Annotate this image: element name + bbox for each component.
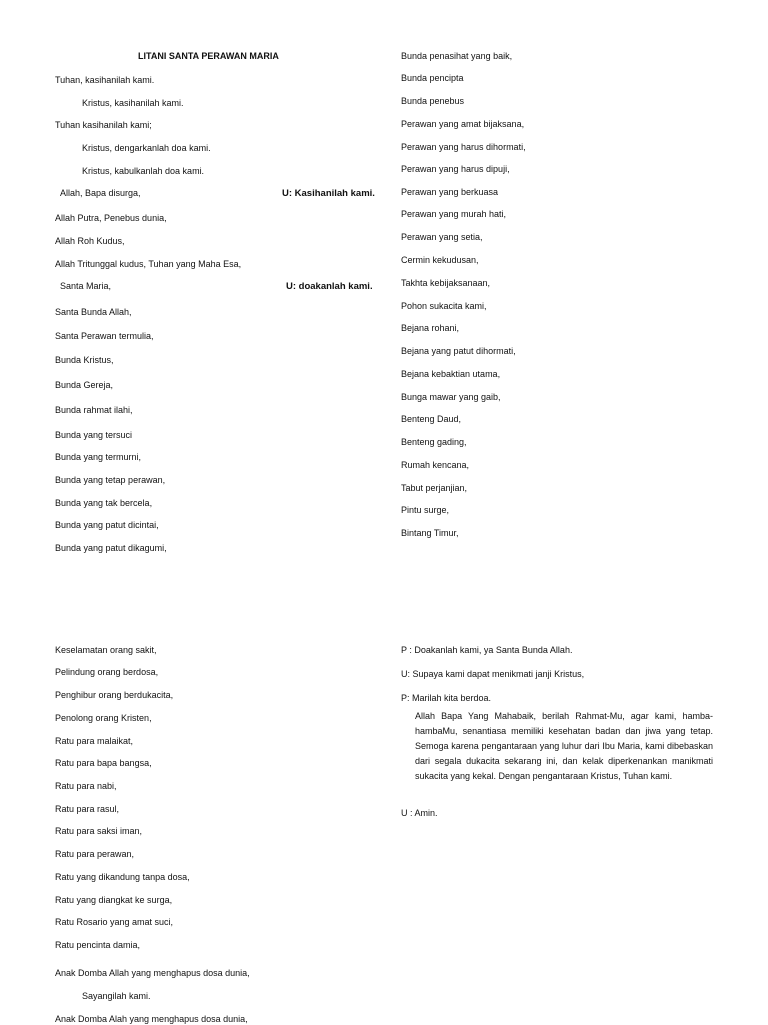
litany-line: Bejana kebaktian utama, (401, 369, 501, 379)
litany-line: Santa Bunda Allah, (55, 307, 132, 317)
litany-line: Allah Tritunggal kudus, Tuhan yang Maha Esa, (55, 259, 242, 269)
litany-line: Bunga mawar yang gaib, (401, 392, 501, 402)
litany-line: Ratu para perawan, (55, 849, 135, 859)
litany-line: Keselamatan orang sakit, (55, 645, 157, 655)
litany-line: Ratu yang diangkat ke surga, (55, 895, 173, 905)
litany-line: Bunda pencipta (401, 73, 464, 83)
litany-line: Penolong orang Kristen, (55, 713, 152, 723)
litany-line: Ratu Rosario yang amat suci, (55, 917, 174, 927)
litany-line: Pelindung orang berdosa, (55, 667, 159, 677)
litany-line: Bunda penasihat yang baik, (401, 51, 513, 61)
litany-line: Perawan yang murah hati, (401, 209, 507, 219)
litany-line: Ratu para bapa bangsa, (55, 758, 152, 768)
litany-line: Kristus, kasihanilah kami. (82, 98, 184, 108)
litany-line: Benteng gading, (401, 437, 467, 447)
response-kasihanilah: U: Kasihanilah kami. (282, 188, 375, 199)
litany-line: Perawan yang amat bijaksana, (401, 119, 525, 129)
litany-line: Allah, Bapa disurga, (60, 188, 141, 198)
litany-line: Pohon sukacita kami, (401, 301, 487, 311)
litany-line: Allah Roh Kudus, (55, 236, 125, 246)
litany-line: Bunda yang patut dikagumi, (55, 543, 167, 553)
litany-line: Bunda yang tersuci (55, 430, 133, 440)
litany-line: Bintang Timur, (401, 528, 459, 538)
litany-line: Cermin kekudusan, (401, 255, 479, 265)
priest-line: P : Doakanlah kami, ya Santa Bunda Allah. (401, 645, 573, 655)
litany-line: Tuhan, kasihanilah kami. (55, 75, 155, 85)
response-line: U: Supaya kami dapat menikmati janji Kristus, (401, 669, 585, 679)
litany-line: Takhta kebijaksanaan, (401, 278, 491, 288)
litany-line: Bunda Gereja, (55, 380, 114, 390)
priest-line: P: Marilah kita berdoa. (401, 693, 492, 703)
response-doakanlah: U: doakanlah kami. (286, 281, 373, 292)
litany-line: Santa Maria, (60, 281, 112, 291)
litany-line: Santa Perawan termulia, (55, 331, 154, 341)
litany-line: Penghibur orang berdukacita, (55, 690, 174, 700)
litany-line: Ratu para nabi, (55, 781, 117, 791)
litany-line: Rumah kencana, (401, 460, 470, 470)
litany-line: Perawan yang setia, (401, 232, 483, 242)
litany-line: Kristus, kabulkanlah doa kami. (82, 166, 205, 176)
closing-prayer: Allah Bapa Yang Mahabaik, berilah Rahmat-Mu, agar kami, hamba-hambaMu, senantiasa memiliki kesehatan badan dan jiwa yang tetap. Semoga karena pengantaraan yang luhur dari Ibu Maria, kami dibebaskan dari segala dukacita sekarang ini, dan kelak diperkenankan manikmati sukacita yang kekal. Dengan pengantaraan Kristus, Tuhan kami. (415, 711, 713, 781)
response-amin: U : Amin. (401, 808, 438, 818)
litany-line: Ratu para saksi iman, (55, 826, 143, 836)
litany-line: Pintu surge, (401, 505, 450, 515)
litany-line: Anak Domba Allah yang menghapus dosa dunia, (55, 968, 250, 978)
litany-line: Anak Domba Alah yang menghapus dosa dunia, (55, 1014, 248, 1024)
litany-line: Ratu para malaikat, (55, 736, 134, 746)
litany-line: Tabut perjanjian, (401, 483, 468, 493)
litany-line: Tuhan kasihanilah kami; (55, 120, 152, 130)
litany-line: Benteng Daud, (401, 414, 462, 424)
litany-line: Perawan yang berkuasa (401, 187, 499, 197)
litany-line: Bunda yang tak bercela, (55, 498, 153, 508)
litany-line: Bunda yang tetap perawan, (55, 475, 166, 485)
litany-line: Allah Putra, Penebus dunia, (55, 213, 167, 223)
litany-line: Bunda penebus (401, 96, 465, 106)
litany-line: Kristus, dengarkanlah doa kami. (82, 143, 211, 153)
litany-line: Sayangilah kami. (82, 991, 151, 1001)
litany-line: Perawan yang harus dipuji, (401, 164, 510, 174)
litany-line: Ratu pencinta damia, (55, 940, 141, 950)
litany-line: Ratu yang dikandung tanpa dosa, (55, 872, 190, 882)
litany-line: Bunda yang patut dicintai, (55, 520, 159, 530)
litany-line: Bejana rohani, (401, 323, 460, 333)
litany-line: Bunda Kristus, (55, 355, 114, 365)
page-title: LITANI SANTA PERAWAN MARIA (138, 51, 279, 61)
litany-line: Perawan yang harus dihormati, (401, 142, 526, 152)
litany-line: Ratu para rasul, (55, 804, 120, 814)
litany-line: Bunda yang termurni, (55, 452, 142, 462)
litany-line: Bunda rahmat ilahi, (55, 405, 133, 415)
litany-line: Bejana yang patut dihormati, (401, 346, 516, 356)
